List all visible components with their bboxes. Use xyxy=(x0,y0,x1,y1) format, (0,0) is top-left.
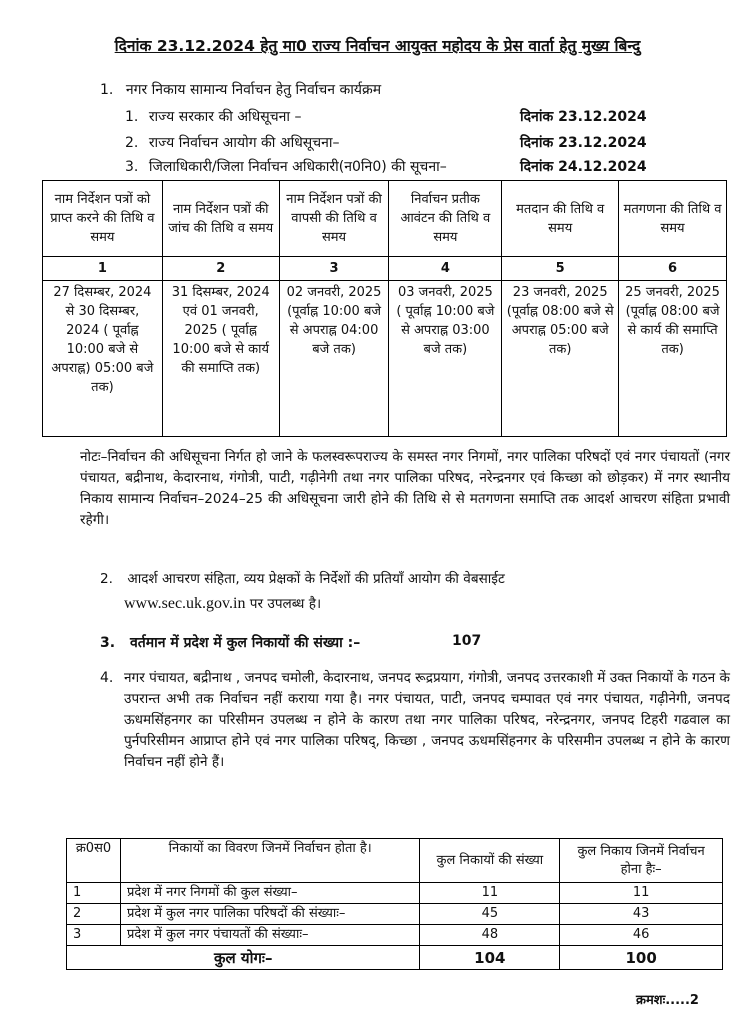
schedule-column-number: 2 xyxy=(162,257,279,281)
schedule-header: नाम निर्देशन पत्रों की जांच की तिथि व समय xyxy=(162,181,279,257)
schedule-column-number: 1 xyxy=(43,257,163,281)
schedule-item: 1. राज्य सरकार की अधिसूचना – xyxy=(125,109,302,125)
schedule-column-number: 6 xyxy=(619,257,727,281)
table-row: 1 प्रदेश में नगर निगमों की कुल संख्या– 11 11 xyxy=(67,883,723,904)
total-bodies-value: 107 xyxy=(452,633,482,649)
count-header: क्र0स0 xyxy=(67,839,121,883)
count-header: कुल निकायों की संख्या xyxy=(420,839,560,883)
point-4-text: नगर पंचायत, बद्रीनाथ , जनपद चमोली, केदारनाथ, जनपद रूद्रप्रयाग, गंगोत्री, जनपद उत्तरकाशी में उक्त निकायों के गठन के उपरान्त अभी तक निर्वाचन नहीं कराया गया है। नगर पंचायत, पाटी, जनपद चम्पावत एवं नगर पंचायत, गढ़ीनेगी, जनपद ऊधमसिंहनगर का परिसीमन उपलब्ध न होने के कारण तथा नगर पालिका परिषद, नरेन्द्रनगर, जनपद टिहरी गढवाल का पुर्नपरिसीमन आप्राप्त होने एवं नगर पालिका परिषद्, किच्छा , जनपद ऊधमसिंहनगर के परिसमीन उपलब्ध न होने के कारण निर्वाचन नहीं होने हैं। xyxy=(124,670,730,770)
schedule-column-number: 3 xyxy=(279,257,389,281)
schedule-cell: 25 जनवरी, 2025 (पूर्वाह्न 08:00 बजे से कार्य की समाप्ति तक) xyxy=(619,281,727,437)
point-2-number: 2. xyxy=(100,571,113,587)
section1-heading: नगर निकाय सामान्य निर्वाचन हेतु निर्वाचन कार्यक्रम xyxy=(125,82,382,98)
point-3-text: वर्तमान में प्रदेश में कुल निकायों की संख्या :– xyxy=(129,635,361,651)
page-title: दिनांक 23.12.2024 हेतु मा0 राज्य निर्वाचन आयुक्त महोदय के प्रेस वार्ता हेतु मुख्य बिन्दु xyxy=(114,37,641,55)
schedule-item: 3. जिलाधिकारी/जिला निर्वाचन अधिकारी(न0नि0) की सूचना– xyxy=(125,159,447,175)
point-2-suffix: पर उपलब्ध है। xyxy=(245,596,322,612)
schedule-header: मतदान की तिथि व समय xyxy=(502,181,619,257)
schedule-header: नाम निर्देशन पत्रों की वापसी की तिथि व समय xyxy=(279,181,389,257)
schedule-item: 2. राज्य निर्वाचन आयोग की अधिसूचना– xyxy=(125,135,340,151)
body-count-table xyxy=(66,838,723,970)
count-header: निकायों का विवरण जिनमें निर्वाचन होता है। xyxy=(120,839,419,883)
table-row: 2 प्रदेश में कुल नगर पालिका परिषदों की संख्याः– 45 43 xyxy=(67,904,723,925)
schedule-header: निर्वाचन प्रतीक आवंटन की तिथि व समय xyxy=(389,181,502,257)
schedule-cell: 03 जनवरी, 2025 ( पूर्वाह्न 10:00 बजे से अपराह्न 03:00 बजे तक) xyxy=(389,281,502,437)
section1-number: 1. xyxy=(100,82,114,98)
count-header: कुल निकाय जिनमें निर्वाचन होना हैः– xyxy=(560,839,723,883)
schedule-column-number: 5 xyxy=(502,257,619,281)
schedule-item-date: दिनांक 23.12.2024 xyxy=(520,109,647,125)
total-label: कुल योगः– xyxy=(67,946,420,970)
schedule-column-number: 4 xyxy=(389,257,502,281)
point-4-number: 4. xyxy=(100,670,114,686)
table-row: 3 प्रदेश में कुल नगर पंचायतों की संख्याः– 48 46 xyxy=(67,925,723,946)
point-3 xyxy=(100,633,360,652)
point-3-number: 3. xyxy=(100,635,116,651)
point-2-text: आदर्श आचरण संहिता, व्यय प्रेक्षकों के निर्देशों की प्रतियाँ आयोग की वेबसाईट xyxy=(127,571,505,587)
schedule-cell: 31 दिसम्बर, 2024 एवं 01 जनवरी, 2025 ( पूर्वाह्न 10:00 बजे से कार्य की समाप्ति तक) xyxy=(162,281,279,437)
election-schedule-table xyxy=(42,180,727,437)
schedule-item-date: दिनांक 24.12.2024 xyxy=(520,159,647,175)
note-paragraph: नोटः–निर्वाचन की अधिसूचना निर्गत हो जाने के फलस्वरूपराज्य के समस्त नगर निगमों, नगर पालिका परिषदों एवं नगर पंचायतों (नगर पंचायत, बद्रीनाथ, केदारनाथ, गंगोत्री, पाटी, गढ़ीनेगी तथा नगर पालिका परिषद, नरेन्द्रनगर एवं किच्छा को छोड़कर) में नगर स्थानीय निकाय सामान्य निर्वाचन–2024–25 की अधिसूचना जारी होने की तिथि से से मतगणना समाप्ति तक आदर्श आचरण संहिता प्रभावी रहेगी। xyxy=(80,449,730,528)
schedule-item-date: दिनांक 23.12.2024 xyxy=(520,135,647,151)
continued-footer: क्रमशः.....2 xyxy=(636,993,699,1008)
schedule-cell: 23 जनवरी, 2025 (पूर्वाह्न 08:00 बजे से अपराह्न 05:00 बजे तक) xyxy=(502,281,619,437)
total-value: 104 xyxy=(420,946,560,970)
section1-heading-row xyxy=(100,80,381,99)
website-link[interactable]: www.sec.uk.gov.in xyxy=(124,595,246,612)
point-2 xyxy=(100,569,730,615)
schedule-header: मतगणना की तिथि व समय xyxy=(619,181,727,257)
schedule-cell: 02 जनवरी, 2025 (पूर्वाह्न 10:00 बजे से अपराह्न 04:00 बजे तक) xyxy=(279,281,389,437)
schedule-cell: 27 दिसम्बर, 2024 से 30 दिसम्बर, 2024 ( पूर्वाह्न 10:00 बजे से अपराह्न) 05:00 बजे तक) xyxy=(43,281,163,437)
total-elect-value: 100 xyxy=(560,946,723,970)
total-row xyxy=(67,946,723,970)
schedule-header: नाम निर्देशन पत्रों को प्राप्त करने की तिथि व समय xyxy=(43,181,163,257)
